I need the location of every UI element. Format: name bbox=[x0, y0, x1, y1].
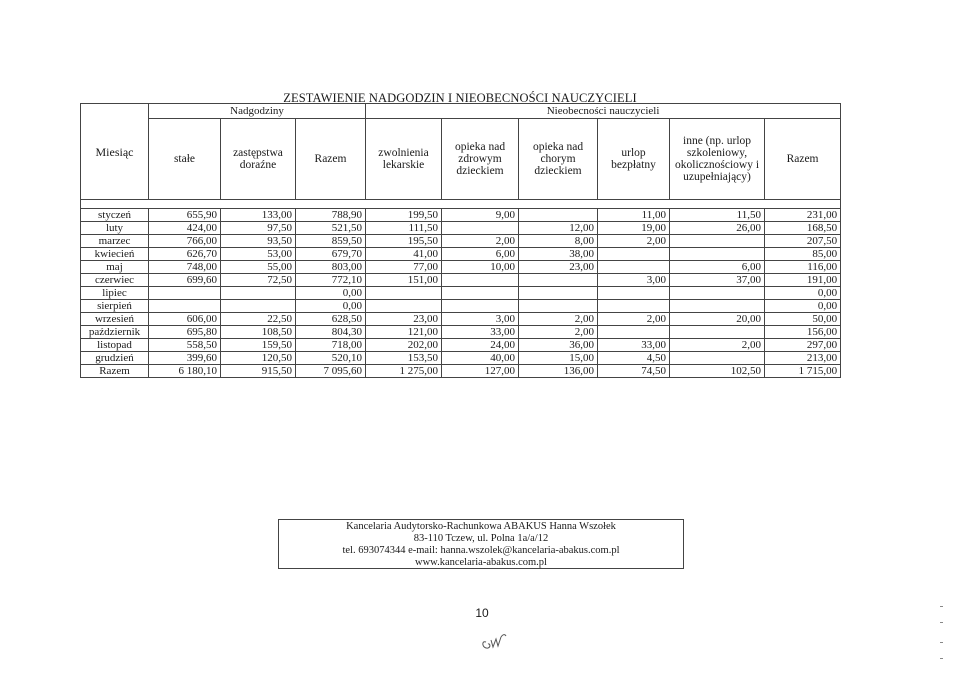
table-row bbox=[81, 261, 841, 274]
row-month: marzec bbox=[81, 235, 149, 248]
table-cell bbox=[598, 261, 670, 274]
table-cell: 748,00 bbox=[149, 261, 221, 274]
table-cell: 15,00 bbox=[519, 352, 598, 365]
table-cell: 0,00 bbox=[765, 287, 841, 300]
row-month: listopad bbox=[81, 339, 149, 352]
table-cell: 2,00 bbox=[670, 339, 765, 352]
table-cell: 0,00 bbox=[296, 287, 366, 300]
table-cell: 297,00 bbox=[765, 339, 841, 352]
table-cell: 121,00 bbox=[366, 326, 442, 339]
header-overtime-group: Nadgodziny bbox=[149, 104, 366, 119]
table-cell: 199,50 bbox=[366, 209, 442, 222]
table-row bbox=[81, 274, 841, 287]
table-cell bbox=[442, 287, 519, 300]
table-row bbox=[81, 222, 841, 235]
table-cell: 9,00 bbox=[442, 209, 519, 222]
row-month: luty bbox=[81, 222, 149, 235]
row-month: wrzesień bbox=[81, 313, 149, 326]
header-opieka-zdrowym: opieka nad zdrowym dzieckiem bbox=[442, 119, 519, 200]
table-cell: 718,00 bbox=[296, 339, 366, 352]
table-cell bbox=[366, 287, 442, 300]
table-cell: 0,00 bbox=[296, 300, 366, 313]
table-cell: 41,00 bbox=[366, 248, 442, 261]
header-spacer-row bbox=[81, 200, 841, 209]
table-cell: 521,50 bbox=[296, 222, 366, 235]
table-cell bbox=[442, 222, 519, 235]
stamp-website: www.kancelaria-abakus.com.pl bbox=[415, 557, 547, 568]
table-cell bbox=[149, 287, 221, 300]
table-cell: 120,50 bbox=[221, 352, 296, 365]
table-cell: 207,50 bbox=[765, 235, 841, 248]
table-cell bbox=[598, 248, 670, 261]
table-cell: 8,00 bbox=[519, 235, 598, 248]
table-cell: 628,50 bbox=[296, 313, 366, 326]
table-cell: 20,00 bbox=[670, 313, 765, 326]
table-cell: 0,00 bbox=[765, 300, 841, 313]
table-cell: 803,00 bbox=[296, 261, 366, 274]
table-cell bbox=[598, 287, 670, 300]
row-month: Razem bbox=[81, 365, 149, 378]
table-cell: 788,90 bbox=[296, 209, 366, 222]
table-cell bbox=[519, 209, 598, 222]
table-cell: 6,00 bbox=[670, 261, 765, 274]
table-cell: 202,00 bbox=[366, 339, 442, 352]
table-cell: 520,10 bbox=[296, 352, 366, 365]
header-absence-group: Nieobecności nauczycieli bbox=[366, 104, 841, 119]
table-cell: 53,00 bbox=[221, 248, 296, 261]
table-cell: 77,00 bbox=[366, 261, 442, 274]
table-cell: 2,00 bbox=[442, 235, 519, 248]
table-cell: 766,00 bbox=[149, 235, 221, 248]
table-cell: 12,00 bbox=[519, 222, 598, 235]
table-cell: 558,50 bbox=[149, 339, 221, 352]
table-row bbox=[81, 209, 841, 222]
stamp-contact: tel. 693074344 e-mail: hanna.wszolek@kancelaria-abakus.com.pl bbox=[342, 545, 620, 556]
table-cell bbox=[670, 326, 765, 339]
header-group-row bbox=[81, 104, 841, 119]
overtime-absence-table bbox=[80, 103, 841, 378]
table-cell bbox=[366, 300, 442, 313]
row-month: styczeń bbox=[81, 209, 149, 222]
row-month: czerwiec bbox=[81, 274, 149, 287]
table-cell bbox=[221, 300, 296, 313]
table-row bbox=[81, 313, 841, 326]
stamp-company: Kancelaria Audytorsko-Rachunkowa ABAKUS Hanna Wszołek bbox=[346, 521, 616, 532]
header-zastepstwa: zastępstwa doraźne bbox=[221, 119, 296, 200]
table-cell bbox=[670, 248, 765, 261]
table-cell: 127,00 bbox=[442, 365, 519, 378]
table-cell: 804,30 bbox=[296, 326, 366, 339]
header-razem-absence: Razem bbox=[765, 119, 841, 200]
table-cell: 7 095,60 bbox=[296, 365, 366, 378]
table-cell: 695,80 bbox=[149, 326, 221, 339]
table-row bbox=[81, 235, 841, 248]
document-title: ZESTAWIENIE NADGODZIN I NIEOBECNOŚCI NAUCZYCIELI bbox=[283, 91, 637, 105]
handwritten-initials-icon bbox=[478, 628, 518, 652]
scan-edge-mark bbox=[940, 642, 943, 643]
table-cell: 38,00 bbox=[519, 248, 598, 261]
header-razem-overtime: Razem bbox=[296, 119, 366, 200]
table-row bbox=[81, 326, 841, 339]
table-cell: 136,00 bbox=[519, 365, 598, 378]
table-cell: 859,50 bbox=[296, 235, 366, 248]
row-month: grudzień bbox=[81, 352, 149, 365]
table-cell: 22,50 bbox=[221, 313, 296, 326]
table-cell: 168,50 bbox=[765, 222, 841, 235]
table-cell: 1 275,00 bbox=[366, 365, 442, 378]
table-cell: 116,00 bbox=[765, 261, 841, 274]
table-cell: 655,90 bbox=[149, 209, 221, 222]
table-cell: 6,00 bbox=[442, 248, 519, 261]
table-cell: 151,00 bbox=[366, 274, 442, 287]
table-cell: 1 715,00 bbox=[765, 365, 841, 378]
scan-edge-mark bbox=[940, 658, 943, 659]
table-row bbox=[81, 339, 841, 352]
table-cell: 424,00 bbox=[149, 222, 221, 235]
table-cell: 111,50 bbox=[366, 222, 442, 235]
table-row bbox=[81, 352, 841, 365]
header-stale: stałe bbox=[149, 119, 221, 200]
table-row bbox=[81, 365, 841, 378]
table-cell: 33,00 bbox=[598, 339, 670, 352]
table-cell: 213,00 bbox=[765, 352, 841, 365]
row-month: lipiec bbox=[81, 287, 149, 300]
table-cell: 133,00 bbox=[221, 209, 296, 222]
table-cell: 4,50 bbox=[598, 352, 670, 365]
header-columns-row bbox=[81, 119, 841, 200]
table-cell bbox=[670, 300, 765, 313]
row-month: sierpień bbox=[81, 300, 149, 313]
table-cell: 191,00 bbox=[765, 274, 841, 287]
table-cell bbox=[221, 287, 296, 300]
table-cell: 915,50 bbox=[221, 365, 296, 378]
table-cell: 699,60 bbox=[149, 274, 221, 287]
table-cell: 10,00 bbox=[442, 261, 519, 274]
table-cell: 11,00 bbox=[598, 209, 670, 222]
table-cell: 23,00 bbox=[519, 261, 598, 274]
header-opieka-chorym: opieka nad chorym dzieckiem bbox=[519, 119, 598, 200]
table-cell: 55,00 bbox=[221, 261, 296, 274]
table-cell: 102,50 bbox=[670, 365, 765, 378]
table-cell: 93,50 bbox=[221, 235, 296, 248]
table-cell bbox=[519, 287, 598, 300]
table-cell: 231,00 bbox=[765, 209, 841, 222]
table-cell: 159,50 bbox=[221, 339, 296, 352]
row-month: maj bbox=[81, 261, 149, 274]
table-cell: 72,50 bbox=[221, 274, 296, 287]
office-stamp bbox=[278, 519, 684, 569]
row-month: październik bbox=[81, 326, 149, 339]
table-cell: 3,00 bbox=[598, 274, 670, 287]
table-cell: 40,00 bbox=[442, 352, 519, 365]
table-cell: 85,00 bbox=[765, 248, 841, 261]
table-cell: 37,00 bbox=[670, 274, 765, 287]
table-cell: 626,70 bbox=[149, 248, 221, 261]
table-cell: 772,10 bbox=[296, 274, 366, 287]
stamp-address: 83-110 Tczew, ul. Polna 1a/a/12 bbox=[413, 533, 549, 544]
table-cell: 108,50 bbox=[221, 326, 296, 339]
table-row bbox=[81, 248, 841, 261]
table-cell bbox=[442, 300, 519, 313]
table-cell: 24,00 bbox=[442, 339, 519, 352]
table-row bbox=[81, 287, 841, 300]
row-month: kwiecień bbox=[81, 248, 149, 261]
table-cell bbox=[519, 300, 598, 313]
table-cell: 679,70 bbox=[296, 248, 366, 261]
page-number: 10 bbox=[475, 606, 489, 620]
table-cell bbox=[598, 300, 670, 313]
table-cell: 50,00 bbox=[765, 313, 841, 326]
table-cell: 97,50 bbox=[221, 222, 296, 235]
table-cell: 3,00 bbox=[442, 313, 519, 326]
table-cell bbox=[670, 235, 765, 248]
header-month: Miesiąc bbox=[81, 104, 149, 200]
table-cell bbox=[442, 274, 519, 287]
header-zwolnienia: zwolnienia lekarskie bbox=[366, 119, 442, 200]
table-cell: 19,00 bbox=[598, 222, 670, 235]
table-cell: 6 180,10 bbox=[149, 365, 221, 378]
header-inne: inne (np. urlop szkoleniowy, okolicznościowy i uzupełniający) bbox=[670, 119, 765, 200]
table-cell bbox=[670, 352, 765, 365]
table-cell bbox=[670, 287, 765, 300]
table-cell: 2,00 bbox=[519, 326, 598, 339]
table-cell: 23,00 bbox=[366, 313, 442, 326]
table-cell: 11,50 bbox=[670, 209, 765, 222]
table-cell: 36,00 bbox=[519, 339, 598, 352]
table-cell: 74,50 bbox=[598, 365, 670, 378]
table-cell bbox=[149, 300, 221, 313]
table-cell: 26,00 bbox=[670, 222, 765, 235]
table-cell: 399,60 bbox=[149, 352, 221, 365]
table-cell: 2,00 bbox=[598, 313, 670, 326]
table-cell bbox=[598, 326, 670, 339]
scan-edge-mark bbox=[940, 622, 943, 623]
scan-edge-mark bbox=[940, 606, 943, 607]
table-cell: 2,00 bbox=[598, 235, 670, 248]
table-cell bbox=[519, 274, 598, 287]
header-urlop-bezplatny: urlop bezpłatny bbox=[598, 119, 670, 200]
table-cell: 2,00 bbox=[519, 313, 598, 326]
table-cell: 195,50 bbox=[366, 235, 442, 248]
table-cell: 606,00 bbox=[149, 313, 221, 326]
table-cell: 156,00 bbox=[765, 326, 841, 339]
table-cell: 33,00 bbox=[442, 326, 519, 339]
table-body bbox=[81, 200, 841, 378]
table-cell: 153,50 bbox=[366, 352, 442, 365]
table-row bbox=[81, 300, 841, 313]
